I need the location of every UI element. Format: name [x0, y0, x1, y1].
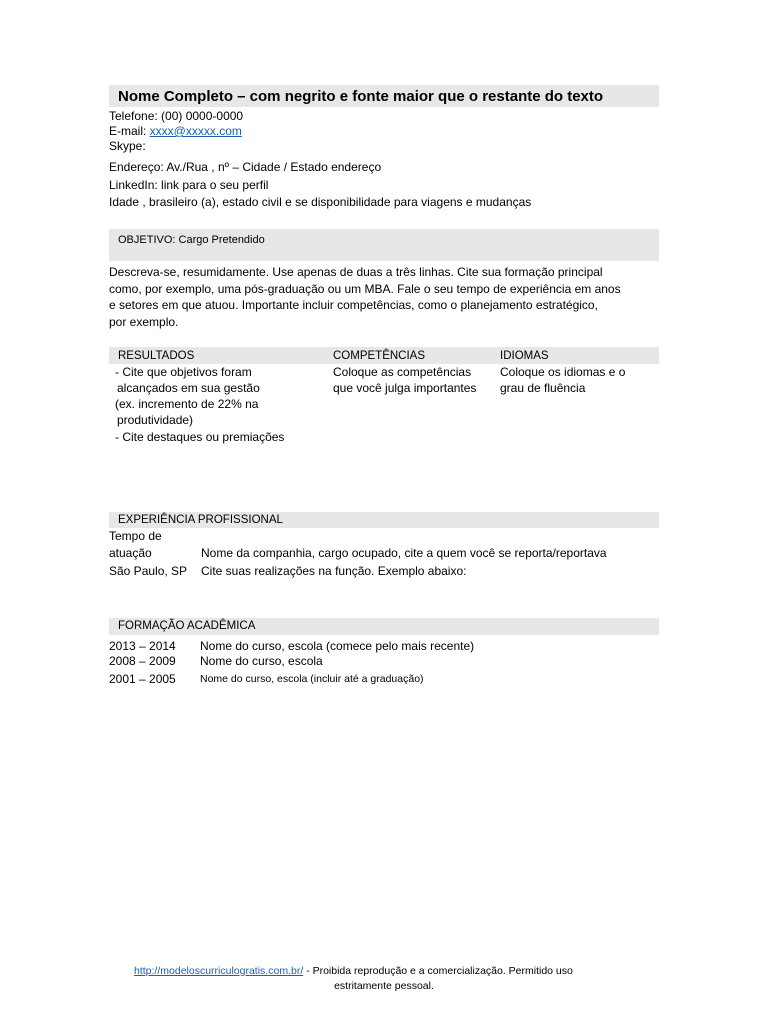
objective-line-4: por exemplo.: [109, 314, 179, 329]
email-link[interactable]: xxxx@xxxxx.com: [149, 124, 242, 138]
education-years-3: 2001 – 2005: [109, 672, 176, 686]
education-title: FORMAÇÃO ACADÊMICA: [118, 620, 256, 632]
column-header-competencias: COMPETÊNCIAS: [333, 350, 426, 362]
idiomas-line-1: Coloque os idiomas e o: [500, 365, 626, 379]
experience-time-label-2: atuação: [109, 546, 152, 560]
education-desc-1: Nome do curso, escola (comece pelo mais recente): [200, 639, 475, 653]
education-desc-2: Nome do curso, escola: [200, 654, 323, 668]
experience-line-2: Cite suas realizações na função. Exemplo abaixo:: [201, 564, 467, 578]
column-header-resultados: RESULTADOS: [118, 350, 195, 362]
resultados-line-2: alcançados em sua gestão: [117, 381, 260, 395]
competencias-line-2: que você julga importantes: [333, 381, 477, 395]
education-years-1: 2013 – 2014: [109, 639, 176, 653]
objective-line-1: Descreva-se, resumidamente. Use apenas de duas a três linhas. Cite sua formação principal: [109, 265, 603, 279]
experience-line-1: Nome da companhia, cargo ocupado, cite a quem você se reporta/reportava: [201, 546, 607, 560]
email-label: E-mail:: [109, 124, 150, 138]
linkedin: LinkedIn: link para o seu perfil: [109, 178, 269, 192]
email-row: [109, 123, 242, 139]
resultados-line-4: produtividade): [117, 413, 194, 427]
experience-time-label-1: Tempo de: [109, 529, 162, 543]
resultados-line-1: - Cite que objetivos foram: [115, 365, 252, 379]
objective-line-2: como, por exemplo, uma pós-graduação ou um MBA. Fale o seu tempo de experiência em anos: [109, 281, 621, 296]
full-name: Nome Completo – com negrito e fonte maior que o restante do texto: [118, 88, 604, 105]
footer-line-2: estritamente pessoal.: [334, 980, 434, 992]
resultados-line-3: (ex. incremento de 22% na: [115, 397, 259, 411]
resultados-line-5: - Cite destaques ou premiações: [115, 430, 285, 444]
footer-link[interactable]: http://modeloscurriculogratis.com.br/: [134, 965, 304, 977]
idiomas-line-2: grau de fluência: [500, 381, 586, 395]
footer-line-1: [134, 964, 573, 978]
footer-text-1: - Proibida reprodução e a comercialização. Permitido uso: [303, 965, 573, 977]
competencias-line-1: Coloque as competências: [333, 365, 472, 379]
objective-title: OBJETIVO: Cargo Pretendido: [118, 234, 265, 246]
education-years-2: 2008 – 2009: [109, 654, 176, 668]
skype: Skype:: [109, 139, 146, 153]
personal-info: Idade , brasileiro (a), estado civil e se disponibilidade para viagens e mudanças: [109, 195, 532, 209]
address: Endereço: Av./Rua , nº – Cidade / Estado endereço: [109, 160, 382, 174]
objective-line-3: e setores em que atuou. Importante incluir competências, como o planejamento estratégico,: [109, 298, 598, 312]
education-desc-3: Nome do curso, escola (incluir até a graduação): [200, 673, 424, 685]
experience-location: São Paulo, SP: [109, 564, 188, 578]
phone: Telefone: (00) 0000-0000: [109, 109, 244, 123]
column-header-idiomas: IDIOMAS: [500, 350, 549, 362]
experience-title: EXPERIÊNCIA PROFISSIONAL: [118, 514, 283, 526]
